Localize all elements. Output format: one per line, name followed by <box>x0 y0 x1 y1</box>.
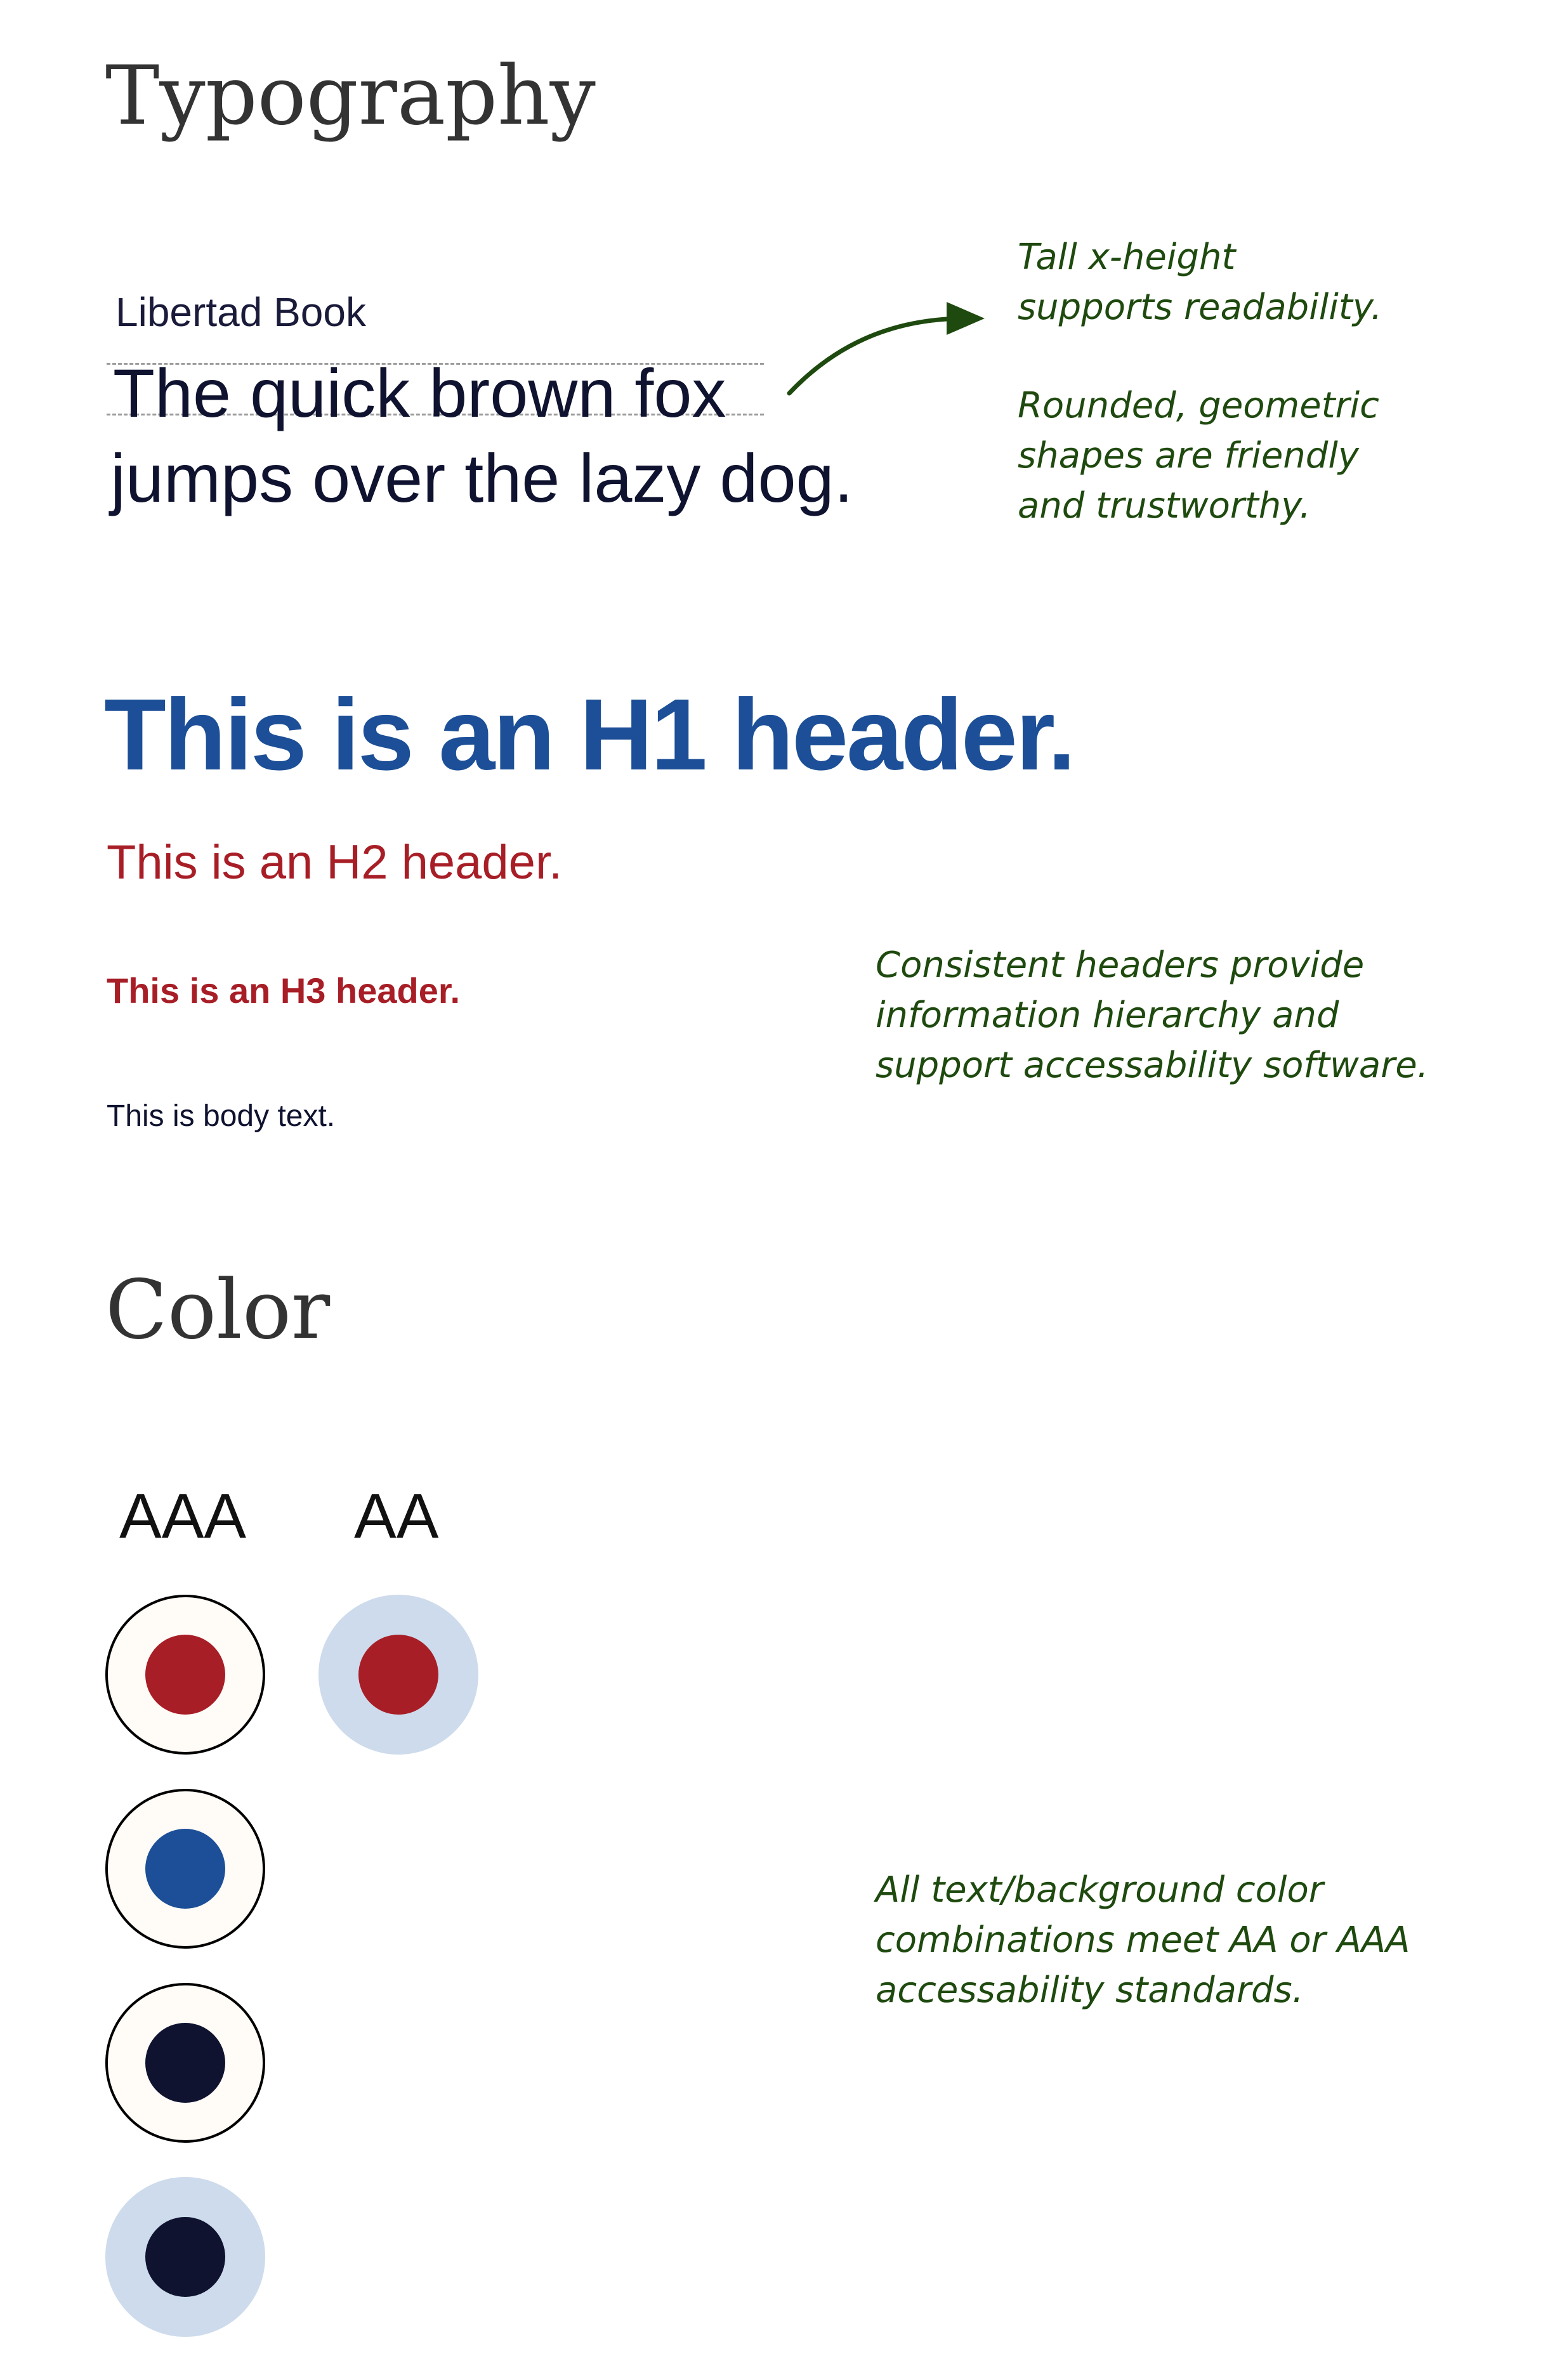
color-swatch-navy-on-cream <box>105 1983 265 2143</box>
headers-note-line: support accessability software. <box>876 1045 1429 1086</box>
aaa-label: AAA <box>119 1481 247 1552</box>
xheight-note-line: supports readability. <box>1018 287 1382 328</box>
arrow-icon <box>780 298 1009 412</box>
color-note-line: combinations meet AA or AAA <box>876 1919 1410 1961</box>
color-swatch-red-on-cream <box>105 1595 265 1755</box>
headers-note-line: Consistent headers provide <box>876 945 1365 986</box>
color-note <box>876 1865 1410 2015</box>
font-name-label: Libertad Book <box>115 289 366 335</box>
color-note-line: accessability standards. <box>876 1970 1304 2011</box>
h1-header-sample: This is an H1 header. <box>104 677 1074 791</box>
font-sample-line-2: jumps over the lazy dog. <box>110 440 853 516</box>
color-swatch-red-on-lightblue <box>318 1595 478 1755</box>
h3-header-sample: This is an H3 header. <box>107 971 461 1010</box>
body-text-sample: This is body text. <box>107 1099 336 1133</box>
typography-title: Typography <box>105 49 596 143</box>
swatch-foreground-dot <box>145 2217 225 2297</box>
aa-label: AA <box>354 1481 439 1552</box>
color-swatch-blue-on-cream <box>105 1789 265 1949</box>
shapes-note-line: Rounded, geometric <box>1018 385 1379 426</box>
h2-header-sample: This is an H2 header. <box>107 835 563 889</box>
shapes-note-line: shapes are friendly <box>1018 435 1360 476</box>
headers-note-line: information hierarchy and <box>876 995 1339 1036</box>
shapes-note <box>1018 381 1379 531</box>
swatch-foreground-dot <box>145 1635 225 1715</box>
xheight-note-line: Tall x-height <box>1018 237 1236 278</box>
swatch-foreground-dot <box>145 1829 225 1909</box>
swatch-foreground-dot <box>358 1635 438 1715</box>
shapes-note-line: and trustworthy. <box>1018 485 1311 526</box>
headers-note <box>876 940 1428 1090</box>
color-title: Color <box>105 1263 331 1357</box>
color-note-line: All text/background color <box>876 1869 1323 1911</box>
swatch-foreground-dot <box>145 2023 225 2103</box>
color-swatch-navy-on-lightblue <box>105 2177 265 2337</box>
font-sample-line-1: The quick brown fox <box>113 355 726 431</box>
xheight-note <box>1018 232 1382 332</box>
